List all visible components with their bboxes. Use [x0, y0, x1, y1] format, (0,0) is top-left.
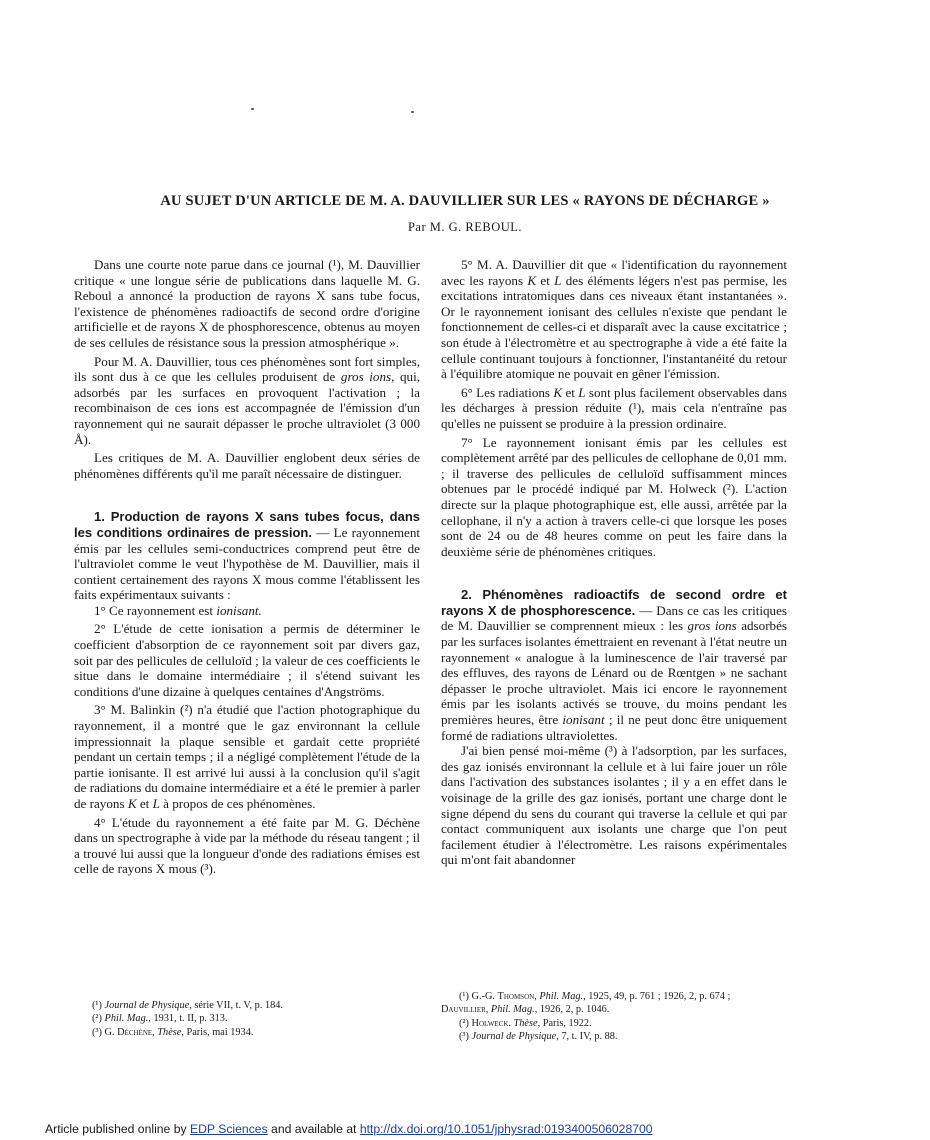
- text-run: , Paris, 1922.: [537, 1017, 592, 1029]
- italic-run: Phil. Mag.: [490, 1004, 535, 1016]
- text-run: 1° Ce rayonnement est: [94, 602, 217, 618]
- italic-run: Thèse: [157, 1026, 182, 1038]
- text-run: 5° M. A. Dauvillier dit que « l'identification du rayonnement avec les rayons: [441, 257, 787, 288]
- italic-run: Thèse: [513, 1017, 538, 1029]
- text-run: (³): [459, 1030, 472, 1042]
- text-run: sont plus facilement observables dans les décharges à pression réduite (¹), mais cela n'entraîne pas qu'elles ne puissent se produire à la pression ordinaire.: [441, 384, 787, 431]
- italic-run: L: [554, 272, 562, 288]
- text-run: et: [136, 796, 153, 811]
- publication-footer: [45, 1122, 653, 1136]
- italic-run: L: [578, 384, 586, 400]
- list-item: [74, 603, 420, 619]
- footnote: [459, 1030, 805, 1043]
- text-run: à propos de ces phénomènes.: [159, 796, 316, 811]
- italic-run: ionisant: [562, 712, 605, 728]
- text-run: qui, adsorbés par les surfaces en provoquent l'activation ; la recombinaison de ces ions est accompagnée de l'émission d'un rayonnement qui ne saurait dépasser le proche ultraviolet (3 000 Å).: [74, 369, 420, 447]
- paragraph: J'ai bien pensé moi-même (³) à l'adsorption, par les surfaces, des gaz ionisés environnant la cellule et à lui faire jouer un rôle dans l'activation des substances isolantes ; il y a en effet dans le voisinage de la grille des gaz ionisés, portant une charge dont le signe dépend du sens du courant qui traverse la cellule et qui par contact communiquent aux isolants une charge que l'on peut facilement étudier à l'électromètre. Les raisons expérimentales qui m'ont fait abandonner: [441, 743, 787, 868]
- text-run: et: [536, 272, 555, 288]
- section-heading: 1. Production de rayons X sans tubes focus, dans les conditions ordinaires de pression.: [74, 509, 420, 540]
- text-run: adsorbés par les surfaces isolantes émettraient en revenant à l'état neutre un rayonnement « analogue à la luminescence de l'air traversé par des effluves, des rayons de Lénard ou de Rœntgen » ne sachant dépasser le proche ultraviolet. Mais ici encore le rayonnement émis par les isolants activés se trouve, du moins pendant les premières heures, être: [441, 618, 788, 728]
- small-caps-run: Dauvillier: [441, 1004, 486, 1016]
- text-run: , 1931, t. II, p. 313.: [148, 1013, 228, 1025]
- italic-run: K: [527, 272, 537, 288]
- article-title: AU SUJET D'UN ARTICLE DE M. A. DAUVILLIER SUR LES « RAYONS DE DÉCHARGE »: [160, 193, 770, 209]
- italic-run: gros ions,: [340, 369, 395, 385]
- paragraph: [74, 354, 420, 448]
- text-run: 6° Les radiations: [461, 384, 554, 400]
- text-run: (²): [459, 1017, 472, 1029]
- footnote: [459, 990, 805, 1003]
- paragraph: Dans une courte note parue dans ce journal (¹), M. Dauvillier critique « une longue série de publications dans laquelle M. G. Reboul a annoncé la production de rayons X sans tube focus, l'existence de phénomènes radioactifs de second ordre d'origine artificielle et de rayons X de phosphorescence, obtenus au moyen de ses cellules de résistance sous la pression atmosphérique ».: [74, 257, 420, 350]
- article-author: Par M. G. REBOUL.: [407, 220, 523, 234]
- small-caps-run: Déchène: [117, 1026, 153, 1038]
- text-run: — Dans ce cas les critiques de M. Dauvillier se comprennent mieux : les: [441, 602, 787, 634]
- footnote: [92, 999, 438, 1012]
- text-run: , 1925, 49, p. 761 ; 1926, 2, p. 674 ;: [583, 991, 731, 1002]
- footer-text: Article published online by: [45, 1122, 190, 1136]
- list-item: 2° L'étude de cette ionisation a permis de déterminer le coefficient d'absorption de ce rayonnement soit par divers gaz, soit par des pellicules de celluloïd ; la valeur de ces coefficients le situe dans le domaine intermédiaire ; il s'étend suivant les conditions d'une dizaine à quelques centaines d'Angströms.: [74, 621, 420, 699]
- italic-run: ionisant.: [216, 602, 262, 618]
- text-run: , 7, t. IV, p. 88.: [556, 1030, 618, 1042]
- italic-run: gros ions: [687, 618, 737, 634]
- text-run: des éléments légers n'est pas permise, les excitations intratomiques dans ces niveaux étant instantanées ». Or le rayonnement ionisant des cellules n'existe que pendant le fonctionnement de celles-ci et disparaît avec la cause excitatrice ; son étude à l'électromètre et au spectrographe à vide a été faite la cellule continuant toujours à fonctionner, l'instantanéité du retour à l'équilibre atomique ne pouvait en gêner l'émission.: [441, 272, 788, 382]
- italic-run: L: [152, 796, 160, 811]
- list-item: [74, 702, 420, 811]
- italic-run: K: [553, 384, 563, 400]
- footnote: [459, 1017, 805, 1030]
- italic-run: K: [127, 796, 137, 811]
- text-run: , Paris, mai 1934.: [181, 1026, 254, 1038]
- scan-speck: [251, 108, 254, 110]
- italic-run: Journal de Physique: [104, 1000, 190, 1011]
- left-column: [74, 257, 420, 877]
- list-item: [441, 385, 787, 432]
- italic-run: Phil. Mag.: [539, 991, 584, 1002]
- text-run: 3° M. Balinkin (²) n'a étudié que l'action photographique du rayonnement, il a montré que le gaz environnant la cellule impressionnait la plaque sensible et gardait cette propriété pendant un certain temps ; il a négligé complètement l'étude de la partie ionisante. Il est arrivé lui aussi à la conclusion qu'il s'agit de radiations du domaine intermédiaire et a été le premier à parler de rayons: [74, 702, 420, 811]
- text-run: (¹): [92, 1000, 105, 1011]
- footer-text: and available at: [267, 1122, 360, 1136]
- paragraph: Les critiques de M. A. Dauvillier englobent deux séries de phénomènes différents qu'il me paraît nécessaire de distinguer.: [74, 450, 420, 481]
- section-2: [441, 587, 787, 743]
- text-run: , 1926, 2, p. 1046.: [534, 1004, 610, 1016]
- text-run: ,: [152, 1026, 158, 1038]
- footnotes-right: [441, 990, 805, 1043]
- text-run: .: [508, 1017, 514, 1029]
- scan-speck: [411, 111, 414, 113]
- italic-run: Journal de Physique: [471, 1030, 557, 1042]
- footnote-continuation: [441, 1003, 805, 1016]
- text-run: Pour M. A. Dauvillier, tous ces phénomènes sont fort simples, ils sont dus à ce que les cellules produisent de: [74, 353, 420, 385]
- footnotes-left: [92, 999, 438, 1039]
- text-run: , série VII, t. V, p. 184.: [189, 1000, 284, 1011]
- list-item: 4° L'étude du rayonnement a été faite par M. G. Déchène dans un spectrographe à vide par la méthode du réseau tangent ; il a trouvé lui aussi que la longueur d'onde des radiations émises est celle de rayons X mous (³).: [74, 814, 420, 877]
- list-item: [441, 257, 787, 382]
- text-run: (²): [92, 1013, 105, 1025]
- italic-run: Phil. Mag.: [104, 1013, 149, 1025]
- section-heading: 2. Phénomènes radioactifs de second ordre et rayons X de phosphorescence.: [441, 587, 787, 618]
- text-run: et: [562, 384, 579, 400]
- text-run: ; il ne peut donc être uniquement formé de radiations ultraviolettes.: [441, 712, 787, 743]
- publisher-link[interactable]: EDP Sciences: [189, 1122, 268, 1136]
- text-run: ,: [485, 1004, 491, 1016]
- footnote: [92, 1012, 438, 1025]
- small-caps-run: Holweck: [471, 1017, 509, 1029]
- text-run: ,: [534, 991, 540, 1002]
- doi-link[interactable]: http://dx.doi.org/10.1051/jphysrad:0193400506028700: [359, 1122, 653, 1136]
- text-run: (³) G.: [92, 1026, 118, 1038]
- section-1: [74, 509, 420, 603]
- right-column: [441, 257, 787, 868]
- text-run: — Le rayonnement émis par les cellules semi-conductrices comprend peut être de l'ultraviolet comme le veut l'hypothèse de M. Dauvillier, mais il contient certainement des rayons X mous comme l'établissent les faits expérimentaux suivants :: [74, 524, 421, 603]
- small-caps-run: Thomson: [497, 991, 535, 1002]
- footnote: [92, 1026, 438, 1039]
- list-item: 7° Le rayonnement ionisant émis par les cellules est complètement arrêté par des pellicules de cellophane de 0,01 mm. ; il traverse des pellicules de celluloïd suffisamment minces obtenues par le procédé indiqué par M. Holweck (²). L'action directe sur la plaque photographique est, elle aussi, arrêtée par la cellophane, il n'y a action à travers celle-ci que lorsque les poses sont de 24 ou de 48 heures comme on peut les faire dans la deuxième série de phénomènes critiques.: [441, 434, 787, 559]
- text-run: (¹) G.-G.: [459, 991, 498, 1002]
